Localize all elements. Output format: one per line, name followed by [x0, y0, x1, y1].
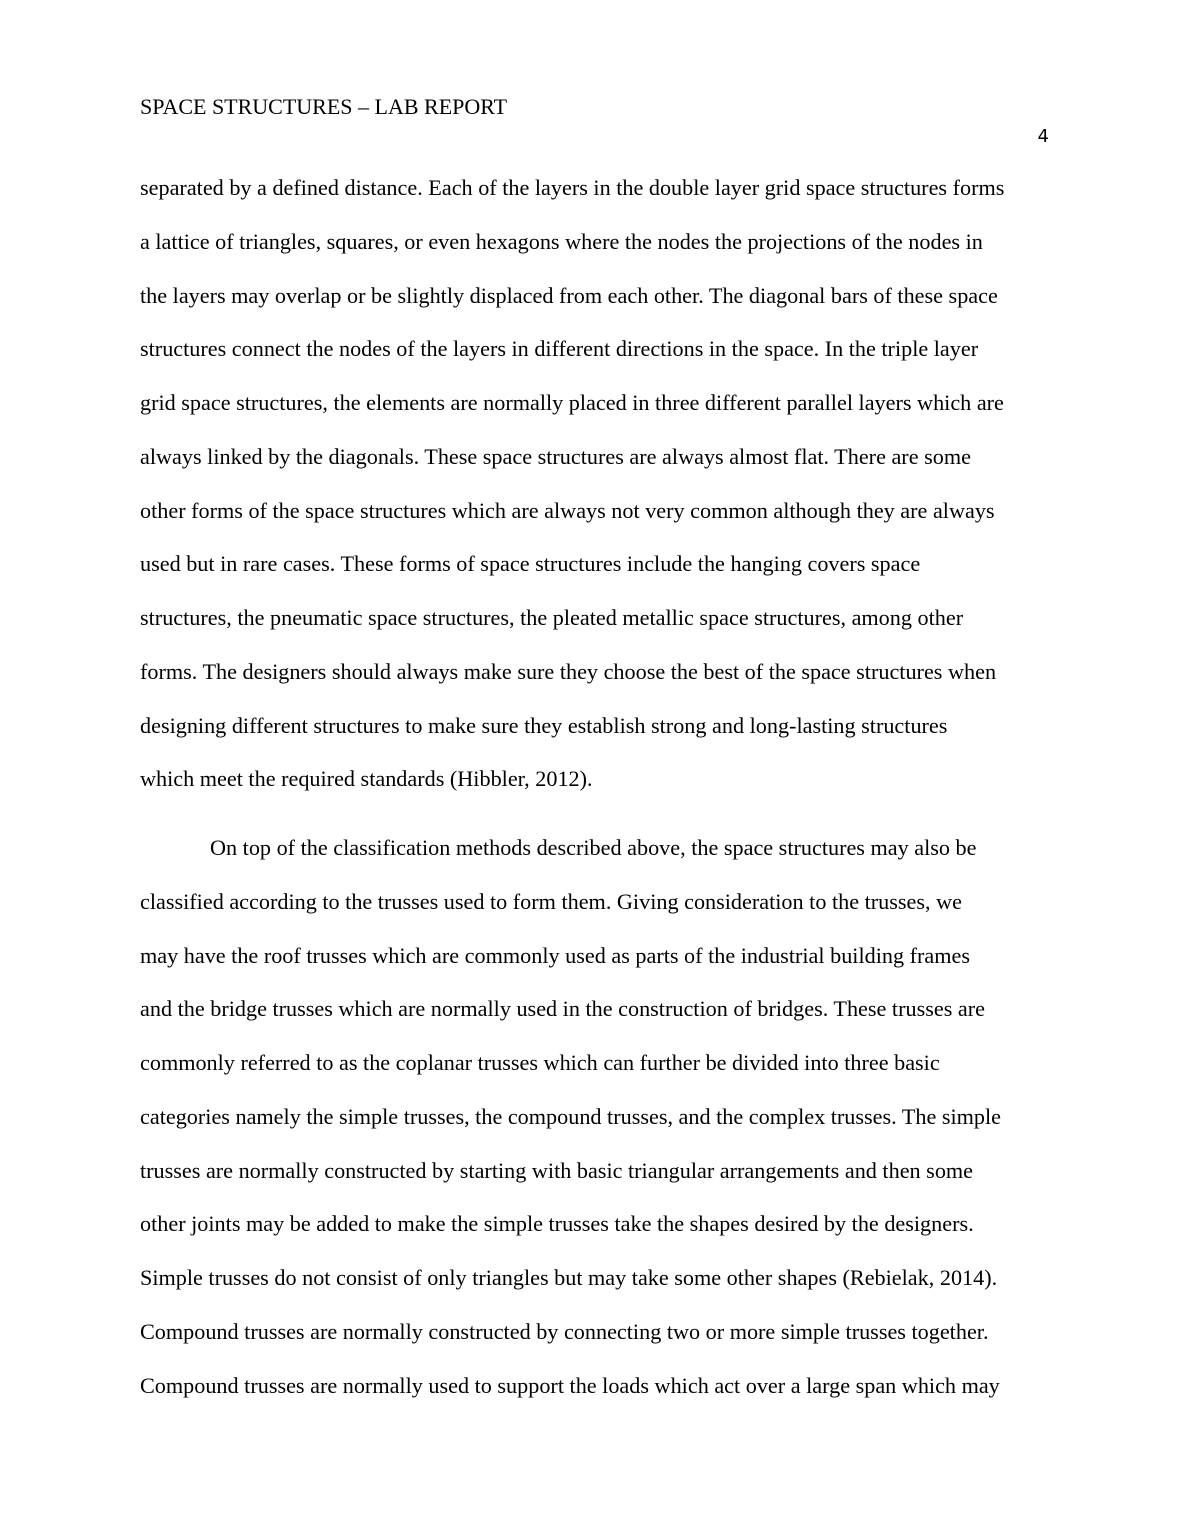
paragraph-continued	[140, 161, 1052, 806]
text-line: categories namely the simple trusses, the compound trusses, and the complex trusses. The simple	[140, 1103, 1002, 1129]
text-line-indented: On top of the classification methods described above, the space structures may also be	[210, 835, 977, 860]
text-line: classified according to the trusses used to form them. Giving consideration to the trusses, we	[140, 888, 962, 914]
text-line: may have the roof trusses which are commonly used as parts of the industrial building frames	[140, 942, 970, 968]
text-line: a lattice of triangles, squares, or even hexagons where the nodes the projections of the nodes in	[140, 228, 983, 254]
body-text	[140, 161, 1052, 1412]
text-line: trusses are normally constructed by starting with basic triangular arrangements and then some	[140, 1157, 974, 1183]
text-line: grid space structures, the elements are normally placed in three different parallel layers which are	[140, 390, 1004, 415]
page-number: 4	[1037, 126, 1049, 147]
text-line: Compound trusses are normally used to support the loads which act over a large span which may	[140, 1372, 1000, 1398]
text-line: structures connect the nodes of the layers in different directions in the space. In the triple layer	[140, 336, 979, 362]
text-line: used but in rare cases. These forms of space structures include the hanging covers space	[140, 551, 921, 577]
text-line: Compound trusses are normally constructed by connecting two or more simple trusses together.	[140, 1318, 989, 1344]
text-line: designing different structures to make sure they establish strong and long-lasting structures	[140, 712, 948, 738]
running-head: SPACE STRUCTURES – LAB REPORT	[140, 94, 508, 119]
text-line: which meet the required standards (Hibbler, 2012).	[140, 766, 593, 792]
text-line: and the bridge trusses which are normally used in the construction of bridges. These trusses are	[140, 996, 985, 1022]
text-line: forms. The designers should always make sure they choose the best of the space structures when	[140, 658, 997, 684]
paragraph-trusses	[140, 821, 1052, 1412]
text-line: other forms of the space structures which are always not very common although they are always	[140, 497, 995, 523]
paragraph-spacing	[140, 806, 1052, 821]
text-line: other joints may be added to make the simple trusses take the shapes desired by the designers.	[140, 1211, 974, 1237]
text-line: commonly referred to as the coplanar trusses which can further be divided into three basic	[140, 1050, 940, 1075]
text-line: structures, the pneumatic space structures, the pleated metallic space structures, among other	[140, 605, 964, 630]
text-line: always linked by the diagonals. These space structures are always almost flat. There are some	[140, 443, 971, 469]
text-line: separated by a defined distance. Each of the layers in the double layer grid space structures forms	[140, 175, 1005, 200]
text-line: Simple trusses do not consist of only triangles but may take some other shapes (Rebielak, 2014).	[140, 1265, 998, 1290]
text-line: the layers may overlap or be slightly displaced from each other. The diagonal bars of these space	[140, 282, 998, 308]
